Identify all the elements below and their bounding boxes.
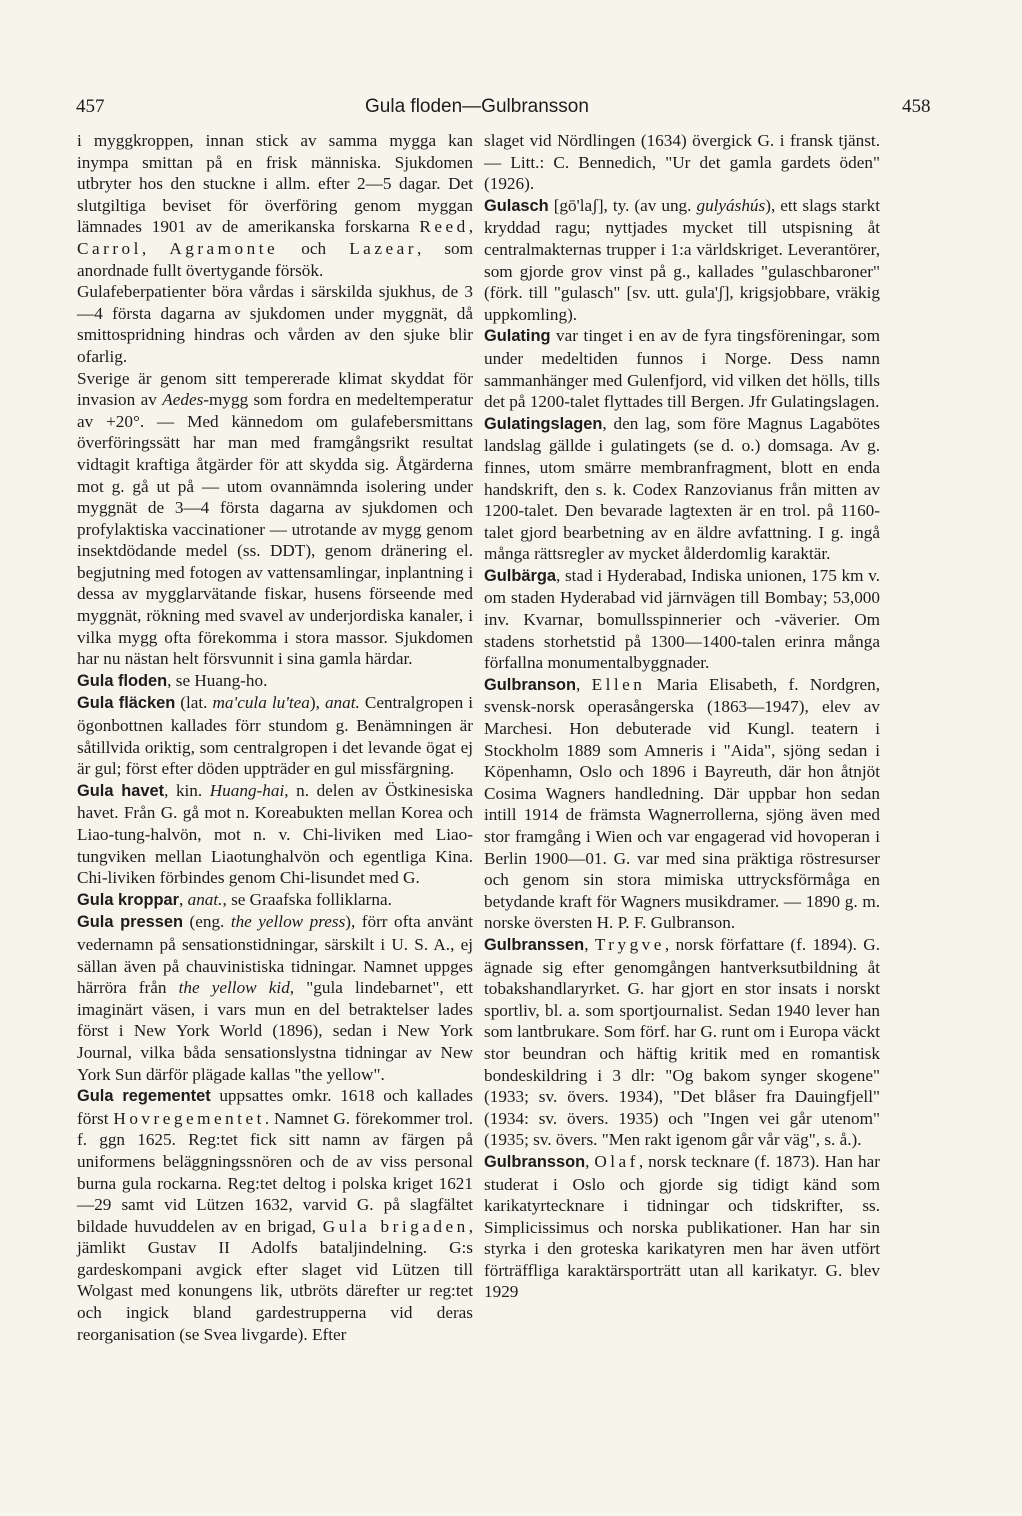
text-run: , norsk författare (f. 1894). G. ägnade sig efter genomgången hantverksutbildning åt tobakshandlaryrket. G. har gjort en stor insats i norskt sportliv, bl. a. som sportjournalist. Sedan 1940 lever han som lantbrukare. Som förf. har G. runt om i Europa väckt stor beundran och häftig kritik med en romantisk bondeskildring i 3 dlr: "Og bakom synger skogene" (1933; sv. övers. 1934), "Det blåser fra Dauingfjell" (1934: sv. övers. 1935) och "Ingen vei går utenom" (1935; sv. övers. "Men rakt igenom går vår väg", s. å.). xyxy=(484,934,881,1150)
headword: Gula kroppar xyxy=(77,890,180,909)
entry-gulbranson xyxy=(484,674,880,934)
entry-gula-flacken xyxy=(77,692,473,779)
running-title: Gula floden—Gulbransson xyxy=(365,96,589,117)
text-run: uppsattes omkr. 1618 och kallades först xyxy=(77,1086,473,1128)
text-run: ), ett slags starkt kryddad ragu; nyttjades mycket till utspisning åt centralmakternas trupper i 1:a världskriget. Leverantörer, som gjorde grov vinst på g., kallades "gulaschbaroner" (förk. till "gulasch" [sv. utt. gula'ʃ], krigsjobbare, vräkig uppkomling). xyxy=(484,195,881,324)
entry-gulasch xyxy=(484,195,880,326)
text-run: Maria Elisabeth, f. Nordgren, svensk-norsk operasångerska (1863—1947), elev av Marchesi. Hon debuterade vid Kungl. teatern i Stockholm 1889 som Amneris i "Aida", sjöng sedan i Köpenhamn, Oslo och 1896 i Bayreuth, där hon åtnjöt Cosima Wagners handledning. Där uppbar hon sedan intill 1914 de främsta Wagnerrollerna, sjöng även med stor framgång i Wien och var engagerad vid hovoperan i Berlin 1900—01. G. var med sina präktiga röstresurser och genom sin stora mimiska uttrycksförmåga en betydande kraft för Wagners musikdramer. — 1890 g. m. norske översten H. P. F. Gulbranson. xyxy=(484,674,880,933)
text-run: , norsk tecknare (f. 1873). Han har studerat i Oslo och gjorde sig tidigt känd som karikatyrtecknare i tidningar och tidskrifter, ss. Simplicissimus och norska publikationer. Han har sin styrka i den groteska karikatyren men har även utfört förträffliga karaktärsporträtt utan all karikatyr. G. blev 1929 xyxy=(484,1151,880,1302)
headword: Gula pressen xyxy=(77,913,184,932)
text-run: , jämlikt Gustav II Adolfs bataljindelning. G:s gardeskompani avgick efter slaget vid Lützen till Wolgast med konungens lik, utbröts därefter ur reg:tet och ingick bland gardestrupperna vid deras reorganisation (se Svea livgarde). Efter xyxy=(77,1216,473,1344)
headword: Gulating xyxy=(484,327,551,346)
text-run: Agramonte xyxy=(169,238,279,258)
text-run: , n. delen av Östkinesiska havet. Från G. gå mot n. Koreabukten mellan Korea och Liao-tung-halvön, mot n. v. Chi-liviken med Liao-tungviken mellan Liaotunghalvön och egentliga Kina. Chi-liviken förbindes genom Chi-lisundet med G. xyxy=(77,780,473,888)
text-run: , xyxy=(584,934,595,954)
paragraph: Gulafeberpatienter böra vårdas i särskilda sjukhus, de 3—4 första dagarna av sjukdomen under myggnät, då smittospridning hindras och vården av den sjuke blir ofarlig. xyxy=(77,282,473,366)
text-run: Lazear xyxy=(349,238,417,258)
text-run: i myggkroppen, innan stick av samma mygga kan inympa smittan på en frisk människa. Sjukdomen utbryter hos den stuckne i allm. efter 2—5 dagar. Det slutgiltiga beviset för överföring genom myggan lämnades 1901 av de amerikanska forskarna xyxy=(77,131,473,237)
headword: Gulbranson xyxy=(484,675,576,694)
headword: Gulasch xyxy=(484,196,549,215)
headword: Gulatingslagen xyxy=(484,414,603,433)
text-run: [gō'laʃ], ty. (av ung. xyxy=(548,195,697,215)
text-run: Olaf xyxy=(594,1151,639,1171)
text-run: gulyáshús xyxy=(696,195,766,215)
entry-gulatingslagen xyxy=(484,413,880,565)
text-run: , xyxy=(468,217,473,237)
text-run: -mygg som fordra en medeltemperatur av +20°. — Med kännedom om gulafebersmittans överföringssätt har man med framgångsrikt resultat vidtagit kraftiga åtgärder för att skydda sig. Åtgärderna mot g. gå ut på — utom ovannämnda isolering under myggnät de 3—4 första dagarna av sjukdomen och profylaktiska vaccinationer — utrotande av mygg genom insektdödande medel (ss. DDT), genom dränering el. begjutning med fotogen av vattensamlingar, inplantning i dessa av mygglarvätande fiskar, husens förseende med myggnät, rökning med svavel av underjordiska kanaler, i vilka mygg ofta förekomma i stora massor. Sjukdomen har nu nästan helt försvunnit i sina gamla härdar. xyxy=(77,390,474,669)
entry-gula-kroppar xyxy=(77,889,473,912)
page-number-right: 458 xyxy=(902,96,931,117)
text-run: Reed xyxy=(419,217,469,237)
text-run: Hovregementet xyxy=(113,1108,265,1128)
text-run: anat. xyxy=(324,693,360,713)
headword: Gula fläcken xyxy=(77,694,176,713)
text-run: anat. xyxy=(187,889,223,909)
entry-gulating xyxy=(484,325,880,412)
text-run: , xyxy=(585,1151,595,1171)
text-run: ), xyxy=(309,693,325,713)
headword: Gula regementet xyxy=(77,1087,211,1106)
entry-gulbarga xyxy=(484,565,880,674)
text-run: , xyxy=(575,674,592,694)
text-run: Huang-hai xyxy=(209,780,285,800)
text-run: Sverige är genom sitt tempererade klimat skyddat för invasion av xyxy=(77,368,473,410)
left-column xyxy=(77,130,473,1345)
text-run: , den lag, som före Magnus Lagabötes landslag gällde i gulatingets (se d. o.) domsaga. Av g. finnes, utom smärre membranfragment, blott en enda handskrift, den s. k. Codex Ranzovianus från mitten av 1200-talet. Den bevarade lagtexten är en trol. på 1160-talet gjord bearbetning av en äldre avfattning. I g. ingå många rättsregler av mycket ålderdomlig karaktär. xyxy=(484,413,880,564)
entry-gula-pressen xyxy=(77,911,473,1085)
text-run: , som anordnade fullt övertygande försök. xyxy=(77,238,473,280)
text-run: , xyxy=(141,238,170,258)
text-run: , se Huang-ho. xyxy=(167,670,268,690)
entry-gula-regementet xyxy=(77,1085,473,1345)
entry-gulbranssen xyxy=(484,934,880,1151)
headword: Gulbransson xyxy=(484,1152,586,1171)
text-run: , xyxy=(179,889,188,909)
page-number-left: 457 xyxy=(76,96,105,117)
text-run: Ellen xyxy=(591,674,646,694)
text-run: the yellow kid xyxy=(178,978,290,998)
text-run: Carrol xyxy=(77,238,142,258)
text-run: , "gula lindebarnet", ett imaginärt väsen, i vars mun en del betraktelser lades först i New York World (1896), sedan i New York Journal, vilka båda sensationslystna tidningar av New York Sun därför plägade kallas "the yellow". xyxy=(77,978,473,1084)
page-header xyxy=(0,96,1022,122)
text-run: Aedes xyxy=(162,390,204,410)
paragraph: slaget vid Nördlingen (1634) övergick G. i fransk tjänst. — Litt.: C. Bennedich, "Ur det gamla gardets öden" (1926). xyxy=(484,131,880,194)
text-run: (lat. xyxy=(175,693,213,713)
paragraph xyxy=(77,368,473,670)
entry-gula-havet xyxy=(77,780,473,889)
entry-gula-floden xyxy=(77,670,473,693)
entry-gulbransson xyxy=(484,1151,880,1303)
headword: Gulbranssen xyxy=(484,935,585,954)
right-column xyxy=(484,130,880,1303)
text-run: Centralgropen i ögonbottnen kallades förr stundom g. Benämningen är såtillvida oriktig, som centralgropen i det levande ögat ej är gul; först efter döden uppträder en gul missfärgning. xyxy=(77,693,473,779)
text-run: (eng. xyxy=(183,912,231,932)
text-run: ma'cula lu'tea xyxy=(212,693,310,713)
paragraph xyxy=(77,130,473,281)
text-run: the yellow press xyxy=(230,912,346,932)
text-run: , se Graafska folliklarna. xyxy=(222,889,392,909)
text-run: var tinget i en av de fyra tingsföreningar, som under medeltiden funnos i Norge. Dess namn sammanhänger med Gulenfjord, vid vilken det hölls, tills det på 1200-talet flyttades till Bergen. Jfr Gulatingslagen. xyxy=(484,326,880,412)
text-run: Gula brigaden xyxy=(322,1216,469,1236)
text-run: . Namnet G. förekommer trol. f. ggn 1625. Reg:tet fick sitt namn av färgen på uniformens beläggningssnören och de av viss personal burna gula rockarna. Reg:tet deltog i polska kriget 1621—29 samt vid Lützen 1632, varvid G. på slagfältet bildade huvuddelen av en brigad, xyxy=(77,1108,473,1236)
text-run: ), förr ofta använt vedernamn på sensationstidningar, särskilt i U. S. A., ej sällan även på chauvinistiska tidningar. Namnet uppges härröra från xyxy=(77,912,473,998)
text-run: och xyxy=(278,238,350,258)
text-run: , stad i Hyderabad, Indiska unionen, 175 km v. om staden Hyderabad vid järnvägen till Bombay; 53,000 inv. Kvarnar, bomullsspinnerier och -väverier. Om stadens storhetstid på 1300—1400-talen erinra många förfallna monumentalbyggnader. xyxy=(484,565,880,673)
headword: Gulbärga xyxy=(484,566,556,585)
headword: Gula floden xyxy=(77,671,168,690)
text-run: , kin. xyxy=(164,780,210,800)
headword: Gula havet xyxy=(77,781,165,800)
text-run: Trygve xyxy=(594,934,665,954)
